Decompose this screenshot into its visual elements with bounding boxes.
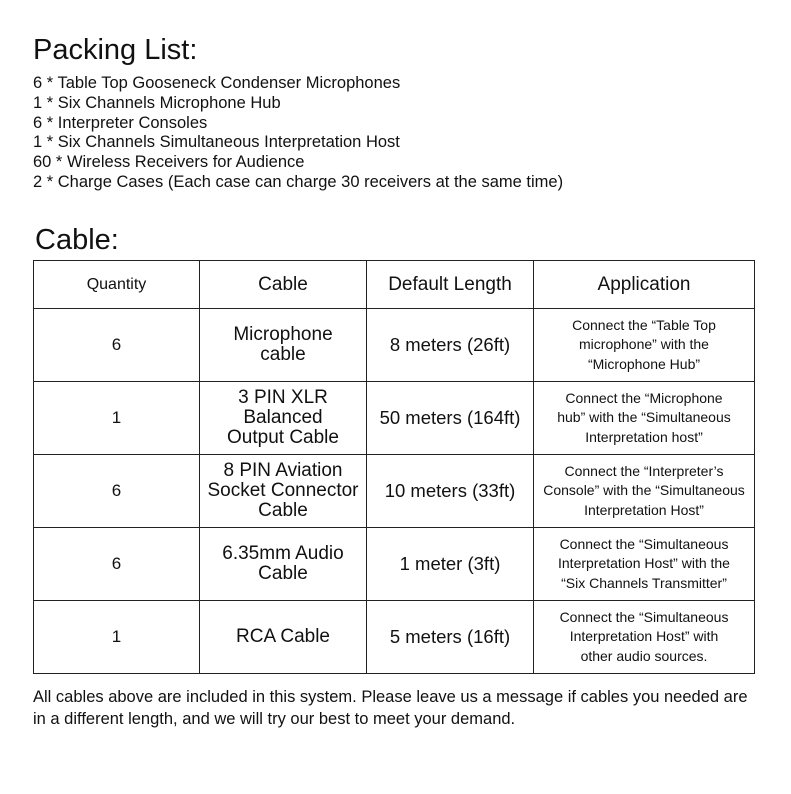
packing-list-item: 1 * Six Channels Microphone Hub: [33, 93, 281, 112]
packing-list-item: 60 * Wireless Receivers for Audience: [33, 153, 305, 172]
table-header-row: [34, 261, 755, 309]
cell-application: Connect the “Microphone hub” with the “Simultaneous Interpretation host”: [534, 382, 755, 455]
cell-application: Connect the “Table Top microphone” with the “Microphone Hub”: [534, 309, 755, 382]
cell-cable: 6.35mm Audio Cable: [200, 528, 367, 601]
cell-application: Connect the “Simultaneous Interpretation Host” with other audio sources.: [534, 601, 755, 674]
table-row: [34, 382, 755, 455]
header-cable: Cable: [200, 261, 367, 309]
header-quantity: Quantity: [34, 261, 200, 309]
cable-table-body: [34, 309, 755, 674]
cell-default-length: 10 meters (33ft): [367, 455, 534, 528]
packing-list-item: 6 * Interpreter Consoles: [33, 113, 208, 132]
cell-application: Connect the “Simultaneous Interpretation Host” with the “Six Channels Transmitter”: [534, 528, 755, 601]
table-row: [34, 309, 755, 382]
table-row: [34, 528, 755, 601]
cell-application: Connect the “Interpreter’s Console” with the “Simultaneous Interpretation Host”: [534, 455, 755, 528]
cell-default-length: 8 meters (26ft): [367, 309, 534, 382]
cell-cable: RCA Cable: [200, 601, 367, 674]
packing-list-title: Packing List:: [33, 34, 198, 66]
cable-section-title: Cable:: [35, 224, 119, 256]
cell-quantity: 1: [34, 601, 200, 674]
header-application: Application: [534, 261, 755, 309]
table-row: [34, 455, 755, 528]
cell-cable: 8 PIN Aviation Socket Connector Cable: [200, 455, 367, 528]
cell-quantity: 6: [34, 455, 200, 528]
footer-note: All cables above are included in this system. Please leave us a message if cables you needed are in a different length, and we will try our best to meet your demand.: [33, 688, 748, 728]
packing-list-item: 2 * Charge Cases (Each case can charge 30 receivers at the same time): [33, 172, 564, 191]
cell-cable: 3 PIN XLR Balanced Output Cable: [200, 382, 367, 455]
cable-table: [33, 260, 755, 674]
packing-list-item: 1 * Six Channels Simultaneous Interpretation Host: [33, 133, 400, 152]
cell-cable: Microphone cable: [200, 309, 367, 382]
cell-default-length: 1 meter (3ft): [367, 528, 534, 601]
packing-list: [33, 74, 563, 193]
header-default-length: Default Length: [367, 261, 534, 309]
cell-default-length: 50 meters (164ft): [367, 382, 534, 455]
table-row: [34, 601, 755, 674]
cell-default-length: 5 meters (16ft): [367, 601, 534, 674]
cell-quantity: 1: [34, 382, 200, 455]
packing-list-item: 6 * Table Top Gooseneck Condenser Microphones: [33, 74, 401, 92]
cell-quantity: 6: [34, 309, 200, 382]
cell-quantity: 6: [34, 528, 200, 601]
